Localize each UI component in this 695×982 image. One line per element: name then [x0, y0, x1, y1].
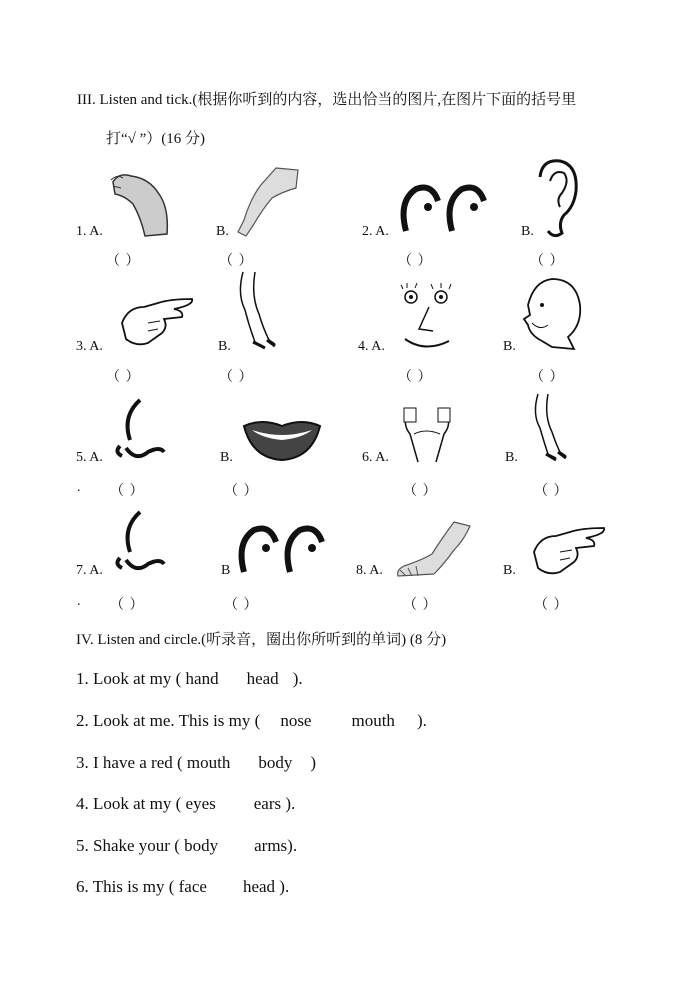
item6-label-a: 6. A. — [362, 450, 389, 465]
face-icon — [397, 283, 459, 353]
sentence-3-post: ) — [310, 753, 317, 772]
sentence-2-post: ). — [416, 711, 427, 730]
item6-paren-a[interactable]: （ ） — [403, 484, 438, 499]
section3-title-line2: 打“√ ”）(16 分) — [106, 131, 206, 147]
sentence-3-option-2[interactable]: body — [258, 753, 293, 772]
item4-paren-b[interactable]: （ ） — [530, 370, 565, 385]
item4-label-b: B. — [503, 339, 516, 354]
section4-title: IV. Listen and circle.(听录音，圈出你所听到的单词) (8 分) — [76, 632, 447, 648]
mouth-icon — [242, 418, 322, 462]
sentence-6 — [76, 877, 289, 897]
item3-label-b: B. — [218, 339, 231, 354]
item2-label-b: B. — [521, 224, 534, 239]
sentence-2-option-1[interactable]: nose — [280, 711, 312, 730]
item4-paren-a[interactable]: （ ） — [398, 370, 433, 385]
hand-icon — [530, 522, 608, 578]
item2-label-a: 2. A. — [362, 224, 389, 239]
sentence-5 — [76, 836, 297, 856]
item7-label-b: B — [221, 563, 231, 578]
item1-paren-a[interactable]: （ ） — [106, 254, 141, 269]
item5-dot: . — [77, 480, 81, 495]
sentence-2-pre: 2. Look at me. This is my ( — [76, 711, 261, 730]
item8-label-b: B. — [503, 563, 516, 578]
item1-label-a: 1. A. — [76, 224, 103, 239]
arm-icon — [105, 168, 171, 240]
item1-label-b: B. — [216, 224, 229, 239]
sentence-1 — [76, 669, 303, 689]
sentence-4-option-2[interactable]: ears ). — [253, 794, 296, 813]
item7-paren-b[interactable]: （ ） — [224, 598, 259, 613]
item5-label-b: B. — [220, 450, 233, 465]
eyes-icon — [236, 522, 330, 578]
nose-icon — [112, 508, 172, 576]
sentence-1-post: ). — [292, 669, 303, 688]
eyes-icon — [398, 181, 492, 237]
item6-paren-b[interactable]: （ ） — [534, 484, 569, 499]
sentence-1-pre: 1. Look at my ( hand — [76, 669, 219, 688]
head-icon — [522, 275, 584, 351]
item5-paren-b[interactable]: （ ） — [224, 484, 259, 499]
sentence-4 — [76, 794, 295, 814]
item8-label-a: 8. A. — [356, 563, 383, 578]
item2-paren-a[interactable]: （ ） — [398, 254, 433, 269]
sentence-4-pre: 4. Look at my ( eyes — [76, 794, 216, 813]
sentence-2-option-2[interactable]: mouth — [351, 711, 395, 730]
sentence-5-pre: 5. Shake your ( body — [76, 836, 219, 855]
item4-label-a: 4. A. — [358, 339, 385, 354]
item3-paren-a[interactable]: （ ） — [106, 370, 141, 385]
item2-paren-b[interactable]: （ ） — [530, 254, 565, 269]
item7-paren-a[interactable]: （ ） — [110, 598, 145, 613]
sentence-1-option-2[interactable]: head — [246, 669, 279, 688]
hands-icon — [398, 404, 456, 464]
legs-icon — [233, 270, 277, 350]
legs-icon — [528, 392, 568, 462]
section3-title-line1: III. Listen and tick.(根据你听到的内容，选出恰当的图片,在图片下面的括号里 — [77, 92, 577, 108]
sentence-2 — [76, 711, 427, 731]
sentence-3 — [76, 753, 316, 773]
nose-icon — [112, 396, 172, 464]
sentence-6-option-2[interactable]: head ). — [242, 877, 290, 896]
sentence-5-option-2[interactable]: arms). — [254, 836, 298, 855]
ear-icon — [528, 157, 580, 239]
item7-label-a: 7. A. — [76, 563, 103, 578]
foot-icon — [394, 520, 472, 578]
leg-icon — [232, 166, 302, 238]
item3-paren-b[interactable]: （ ） — [219, 370, 254, 385]
sentence-6-pre: 6. This is my ( face — [76, 877, 207, 896]
item7-dot: . — [77, 594, 81, 609]
item6-label-b: B. — [505, 450, 518, 465]
item8-paren-b[interactable]: （ ） — [534, 598, 569, 613]
item8-paren-a[interactable]: （ ） — [403, 598, 438, 613]
sentence-3-pre: 3. I have a red ( mouth — [76, 753, 231, 772]
hand-icon — [118, 293, 196, 349]
item5-paren-a[interactable]: （ ） — [110, 484, 145, 499]
item3-label-a: 3. A. — [76, 339, 103, 354]
item5-label-a: 5. A. — [76, 450, 103, 465]
item1-paren-b[interactable]: （ ） — [219, 254, 254, 269]
